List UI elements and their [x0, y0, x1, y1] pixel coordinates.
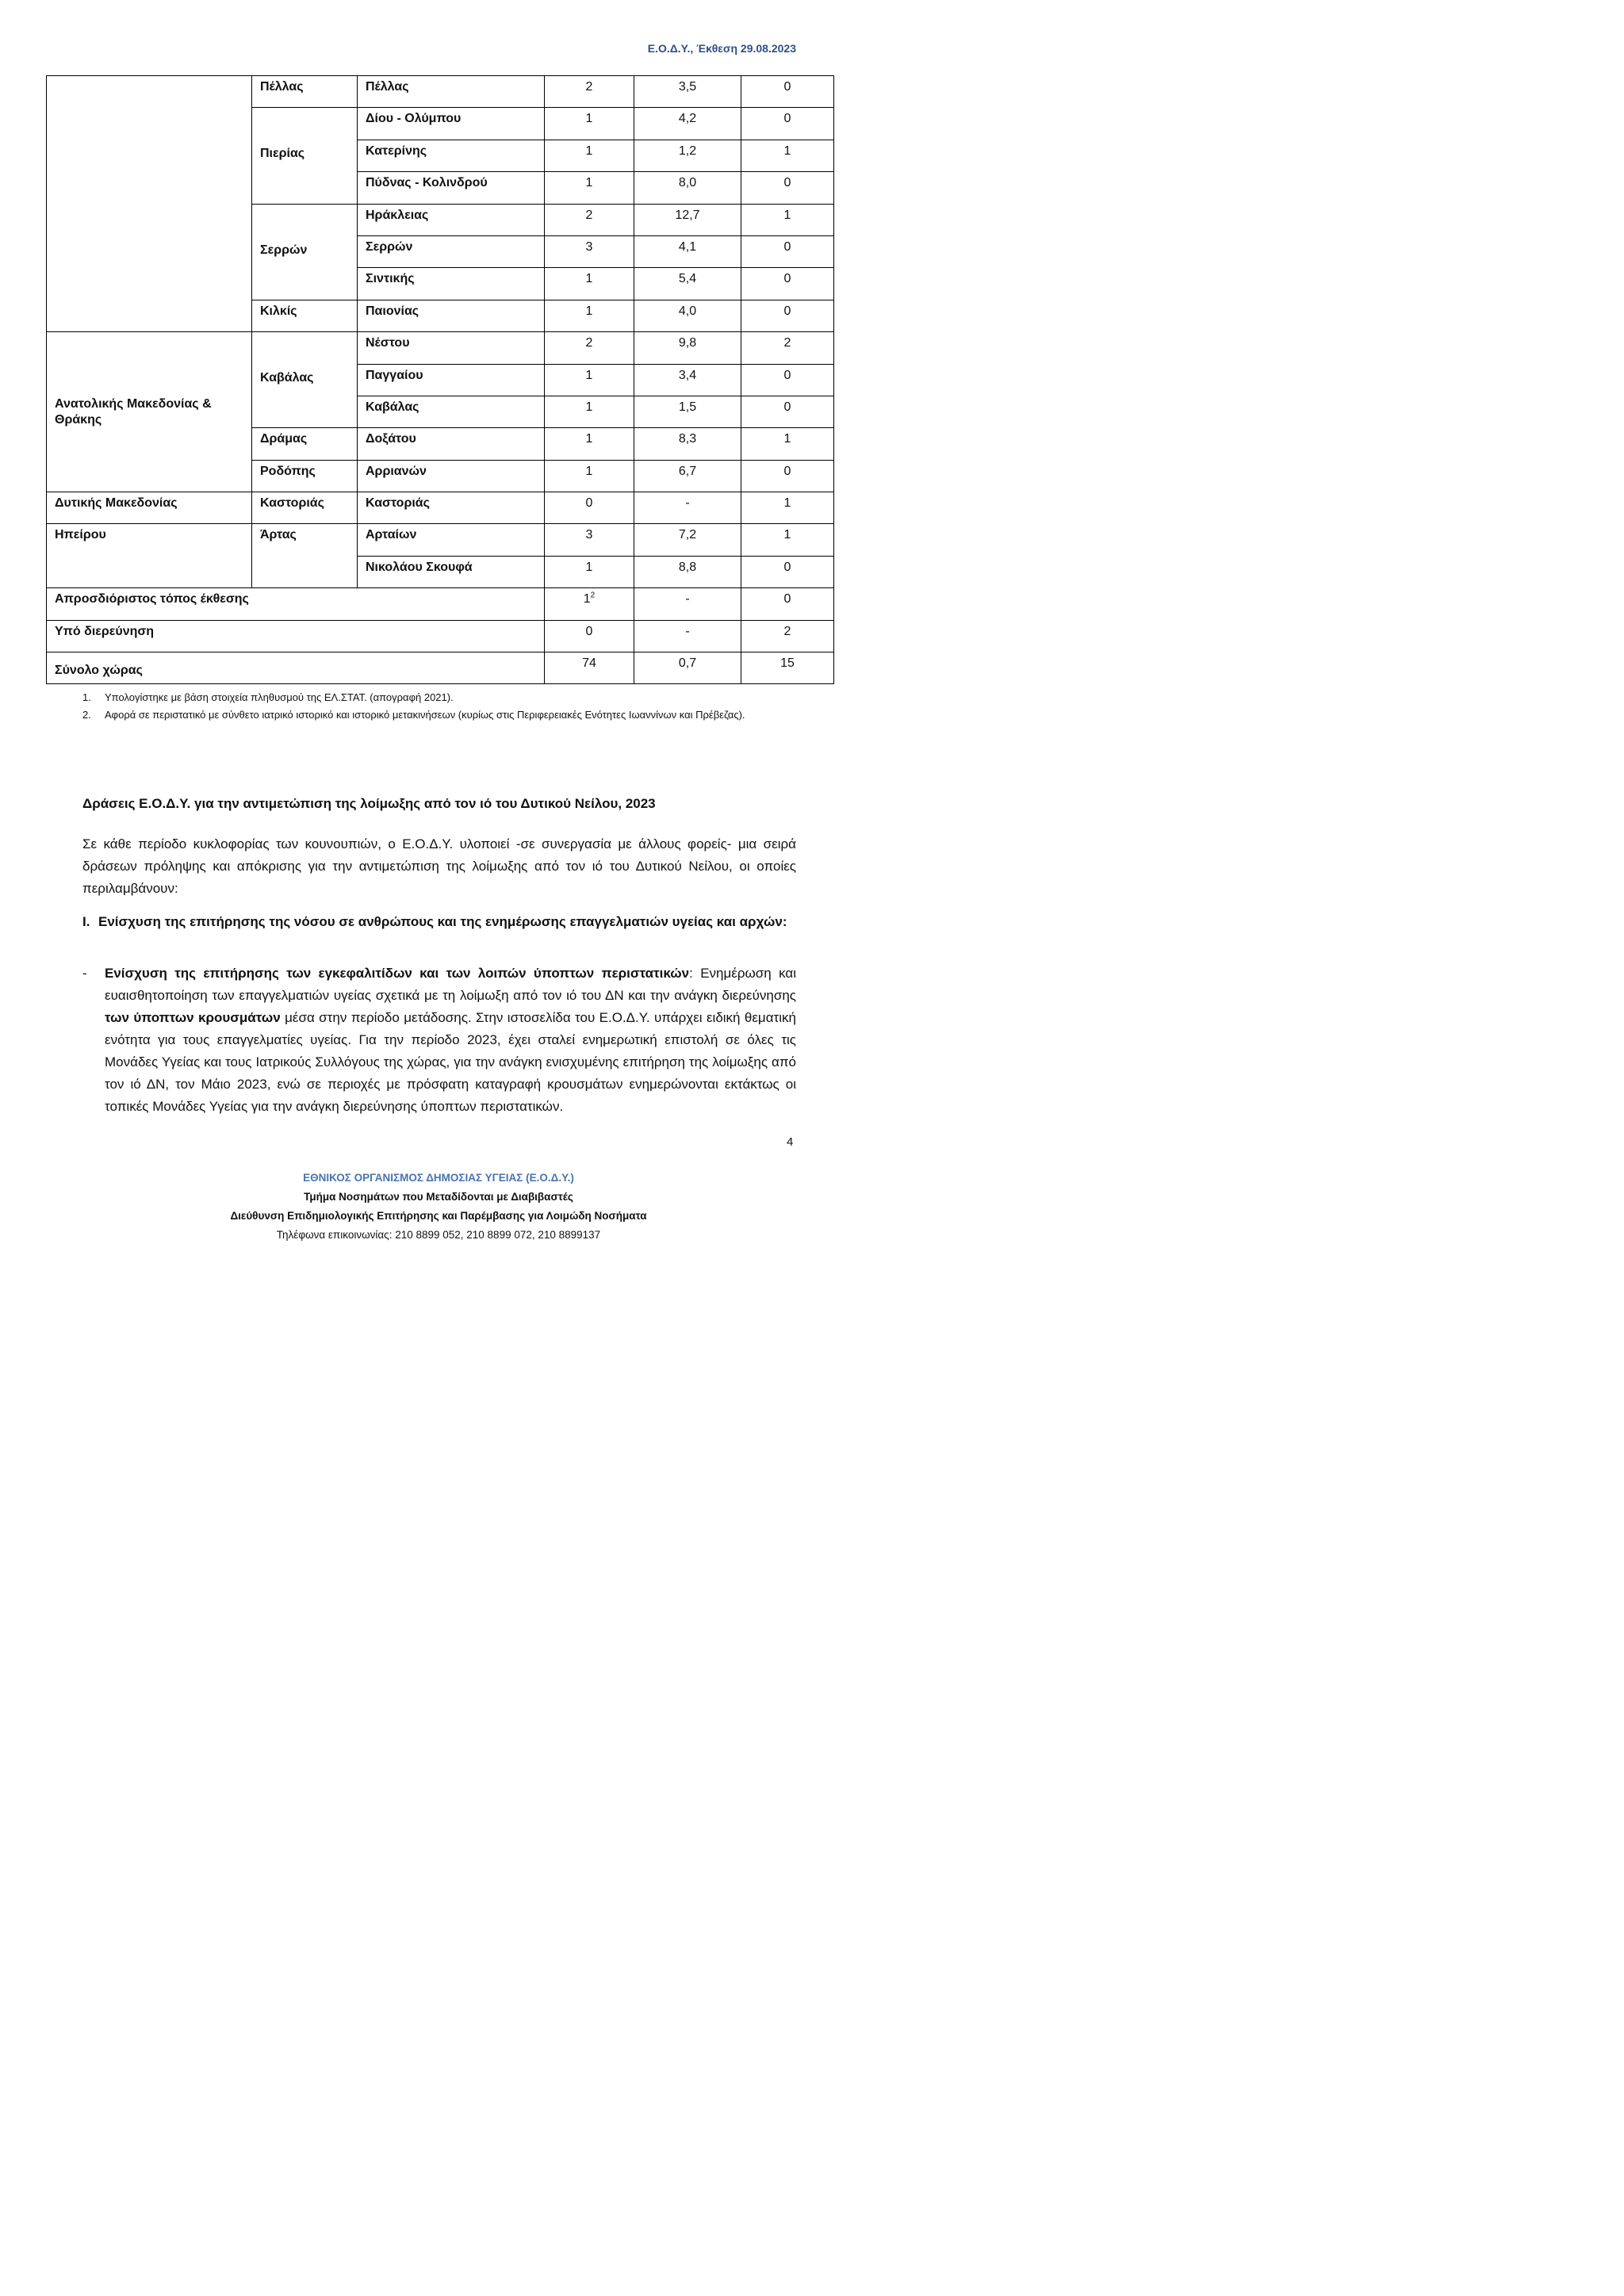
bullet-bold-lead: Ενίσχυση της επιτήρησης των εγκεφαλιτίδων και των λοιπών ύποπτων περιστατικών	[105, 966, 690, 981]
incidence-cell: 3,4	[634, 364, 741, 396]
incidence-cell: 8,0	[634, 172, 741, 204]
other-cell: 1	[741, 204, 834, 235]
table-row	[47, 492, 834, 524]
incidence-cell: 4,0	[634, 300, 741, 331]
municipality-cell: Σιντικής	[358, 268, 545, 300]
other-cell: 0	[741, 460, 834, 492]
table-row	[47, 332, 834, 364]
region-cell: Ηπείρου	[47, 524, 252, 588]
incidence-cell: 7,2	[634, 524, 741, 556]
intro-paragraph: Σε κάθε περίοδο κυκλοφορίας των κουνουπιών, ο Ε.Ο.Δ.Υ. υλοποιεί -σε συνεργασία με άλλους φορείς- μια σειρά δράσεων πρόληψης και απόκρισης για την αντιμετώπιση της λοίμωξης από τον ιό του Δυτικού Νείλου, οι οποίες περιλαμβάνουν:	[82, 836, 796, 896]
cases-cell: 1	[545, 428, 634, 460]
incidence-cell: 1,5	[634, 396, 741, 427]
incidence-cell: 4,2	[634, 108, 741, 140]
cases-cell: 1	[545, 268, 634, 300]
incidence-cell: -	[634, 588, 741, 620]
municipality-cell: Κατερίνης	[358, 140, 545, 171]
municipality-cell: Σερρών	[358, 235, 545, 267]
other-cell: 1	[741, 492, 834, 524]
footnotes	[82, 689, 796, 724]
unit-cell: Πέλλας	[252, 76, 358, 108]
incidence-cell: 8,3	[634, 428, 741, 460]
cases-cell: 1	[545, 108, 634, 140]
incidence-cell: 5,4	[634, 268, 741, 300]
footer-phones: Τηλέφωνα επικοινωνίας: 210 8899 052, 210 8899 072, 210 8899137	[276, 1229, 601, 1241]
cases-cell: 1	[545, 396, 634, 427]
cases-cell: 1	[545, 140, 634, 171]
heading-number: I.	[82, 914, 90, 929]
other-cell: 2	[741, 620, 834, 652]
page-number: 4	[787, 1135, 794, 1149]
total-row	[47, 652, 834, 684]
cases-table	[46, 75, 834, 684]
incidence-cell: -	[634, 620, 741, 652]
other-cell: 1	[741, 428, 834, 460]
cases-cell: 1	[545, 364, 634, 396]
region-cell: Ανατολικής Μακεδονίας & Θράκης	[47, 332, 252, 492]
footer-department: Τμήμα Νοσημάτων που Μεταδίδονται με Διαβιβαστές	[304, 1191, 573, 1203]
table-row	[47, 524, 834, 556]
footnote-ref: 2	[590, 591, 596, 600]
municipality-cell: Ηράκλειας	[358, 204, 545, 235]
other-cell: 0	[741, 300, 834, 331]
municipality-cell: Πύδνας - Κολινδρού	[358, 172, 545, 204]
other-cell: 1	[741, 140, 834, 171]
incidence-cell: 3,5	[634, 76, 741, 108]
other-cell: 2	[741, 332, 834, 364]
report-header-label: Ε.Ο.Δ.Υ., Έκθεση 29.08.2023	[647, 42, 796, 55]
other-cell: 0	[741, 108, 834, 140]
summary-label: Υπό διερεύνηση	[47, 620, 545, 652]
municipality-cell: Νικολάου Σκουφά	[358, 556, 545, 587]
footnote-text: Υπολογίστηκε με βάση στοιχεία πληθυσμού της ΕΛ.ΣΤΑΤ. (απογραφή 2021).	[105, 691, 454, 703]
summary-row	[47, 620, 834, 652]
other-cell: 1	[741, 524, 834, 556]
incidence-cell: 8,8	[634, 556, 741, 587]
cases-cell: 2	[545, 76, 634, 108]
footnote-text: Αφορά σε περιστατικό με σύνθετο ιατρικό ιστορικό και ιστορικό μετακινήσεων (κυρίως στις Περιφερειακές Ενότητες Ιωαννίνων και Πρέβεζας).	[105, 709, 745, 721]
unit-cell: Άρτας	[252, 524, 358, 588]
other-cell: 0	[741, 396, 834, 427]
incidence-cell: 1,2	[634, 140, 741, 171]
section-title: Δράσεις Ε.Ο.Δ.Υ. για την αντιμετώπιση της λοίμωξης από τον ιό του Δυτικού Νείλου, 2023	[82, 796, 656, 811]
incidence-cell: 4,1	[634, 235, 741, 267]
bullet-body: : Ενημέρωση και ευαισθητοποίηση των επαγγελματιών υγείας σχετικά με τη λοίμωξη από τον ιό του ΔΝ και την ανάγκη διερεύνησης	[105, 966, 796, 1003]
municipality-cell: Αρταίων	[358, 524, 545, 556]
unit-cell: Πιερίας	[252, 108, 358, 204]
cases-cell: 3	[545, 235, 634, 267]
cases-cell: 1	[545, 556, 634, 587]
other-cell: 0	[741, 556, 834, 587]
municipality-cell: Δίου - Ολύμπου	[358, 108, 545, 140]
footnote	[82, 689, 796, 706]
cases-cell: 0	[545, 492, 634, 524]
footer-org: ΕΘΝΙΚΟΣ ΟΡΓΑΝΙΣΜΟΣ ΔΗΜΟΣΙΑΣ ΥΓΕΙΑΣ (Ε.Ο.Δ.Υ.)	[303, 1172, 574, 1184]
bullet-dash: -	[82, 966, 87, 981]
subsection-heading	[82, 911, 796, 933]
cases-cell: 1	[545, 460, 634, 492]
cases-cell	[545, 588, 634, 620]
bullet-paragraph	[82, 962, 796, 1118]
page-footer	[0, 1169, 877, 1245]
cases-value: 1	[583, 592, 591, 607]
cases-cell: 1	[545, 300, 634, 331]
incidence-cell: 0,7	[634, 652, 741, 684]
municipality-cell: Καβάλας	[358, 396, 545, 427]
region-cell	[47, 76, 252, 332]
municipality-cell: Καστοριάς	[358, 492, 545, 524]
municipality-cell: Παγγαίου	[358, 364, 545, 396]
other-cell: 0	[741, 172, 834, 204]
other-cell: 0	[741, 235, 834, 267]
table-row	[47, 76, 834, 108]
incidence-cell: 12,7	[634, 204, 741, 235]
region-cell: Δυτικής Μακεδονίας	[47, 492, 252, 524]
cases-cell: 3	[545, 524, 634, 556]
other-cell: 0	[741, 588, 834, 620]
unit-cell: Δράμας	[252, 428, 358, 460]
total-label: Σύνολο χώρας	[47, 652, 545, 684]
other-cell: 15	[741, 652, 834, 684]
incidence-cell: -	[634, 492, 741, 524]
unit-cell: Καβάλας	[252, 332, 358, 428]
unit-cell: Σερρών	[252, 204, 358, 300]
summary-label: Απροσδιόριστος τόπος έκθεσης	[47, 588, 545, 620]
footnote-number: 1.	[82, 691, 91, 703]
bullet-text	[105, 962, 796, 1118]
cases-cell: 74	[545, 652, 634, 684]
footer-division: Διεύθυνση Επιδημιολογικής Επιτήρησης και Παρέμβασης για Λοιμώδη Νοσήματα	[230, 1210, 647, 1222]
incidence-cell: 9,8	[634, 332, 741, 364]
summary-row	[47, 588, 834, 620]
cases-cell: 1	[545, 172, 634, 204]
footnote	[82, 706, 796, 724]
cases-cell: 2	[545, 332, 634, 364]
incidence-cell: 6,7	[634, 460, 741, 492]
unit-cell: Κιλκίς	[252, 300, 358, 331]
cases-cell: 0	[545, 620, 634, 652]
unit-cell: Καστοριάς	[252, 492, 358, 524]
other-cell: 0	[741, 268, 834, 300]
cases-cell: 2	[545, 204, 634, 235]
other-cell: 0	[741, 76, 834, 108]
bullet-bold-phrase: των ύποπτων κρουσμάτων	[105, 1010, 281, 1025]
footnote-number: 2.	[82, 709, 91, 721]
municipality-cell: Παιονίας	[358, 300, 545, 331]
municipality-cell: Πέλλας	[358, 76, 545, 108]
municipality-cell: Νέστου	[358, 332, 545, 364]
bullet-body: μέσα στην περίοδο μετάδοσης. Στην ιστοσελίδα του Ε.Ο.Δ.Υ. υπάρχει ειδική θεματική ενότητα για τους επαγγελματίες υγείας. Για την περίοδο 2023, έχει σταλεί ενημερωτική επιστολή σε όλες τις Μονάδες Υγείας και τους Ιατρικούς Συλλόγους της χώρας, για την ανάγκη ενισχυμένης επιτήρηση της λοίμωξης από τον ιό ΔΝ, τον Μάιο 2023, ενώ σε περιοχές με πρόσφατη καταγραφή κρουσμάτων ενημερώνονται εκτάκτως οι τοπικές Μονάδες Υγείας για την ανάγκη διερεύνησης ύποπτων περιστατικών.	[105, 1010, 796, 1114]
heading-text: Ενίσχυση της επιτήρησης της νόσου σε ανθρώπους και της ενημέρωσης επαγγελματιών υγείας και αρχών:	[98, 914, 787, 929]
unit-cell: Ροδόπης	[252, 460, 358, 492]
municipality-cell: Δοξάτου	[358, 428, 545, 460]
municipality-cell: Αρριανών	[358, 460, 545, 492]
other-cell: 0	[741, 364, 834, 396]
